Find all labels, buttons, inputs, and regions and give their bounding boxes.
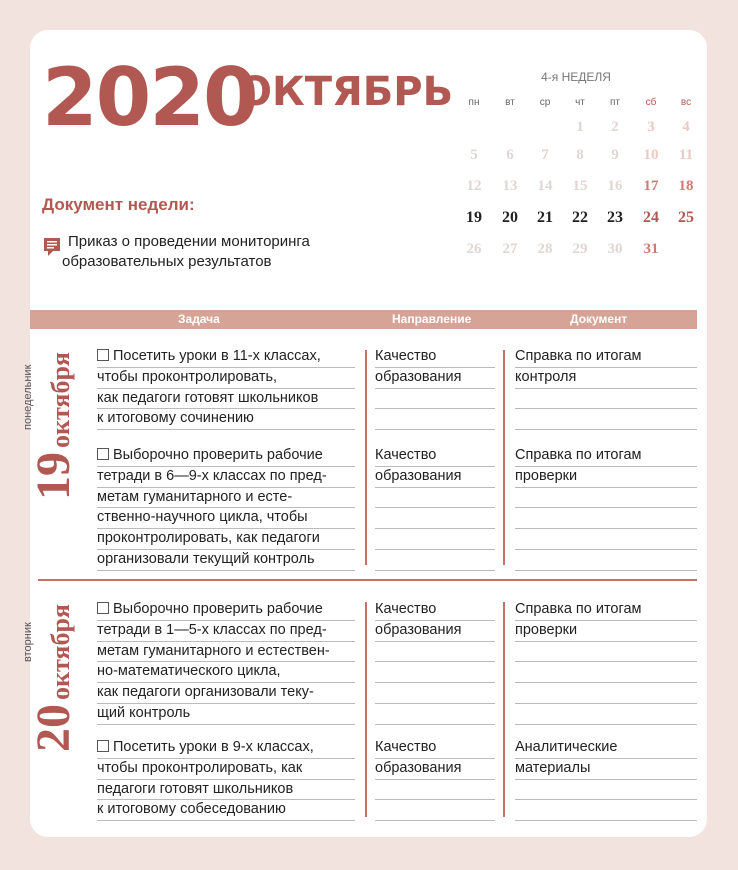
task-line: щий контроль [97,704,191,721]
task-line: к итоговому собеседованию [97,801,286,818]
calendar-day[interactable]: 2 [611,119,619,135]
direction-line: образования [375,759,495,780]
calendar-weekday-header: вт [505,97,515,108]
column-header-direction: Направление [392,312,472,326]
calendar-day[interactable]: 1 [576,119,584,135]
task-line: чтобы проконтролировать, как [97,759,303,776]
calendar-weekday-header: сб [645,97,657,108]
task-line: проконтролировать, как педагоги [97,530,320,547]
day-label-monday [20,340,80,590]
column-divider [365,350,367,565]
doc-of-week-text [64,232,364,272]
calendar-day[interactable]: 25 [678,209,694,226]
calendar-weekday-header: ср [539,97,551,108]
day-month: октября [46,603,75,700]
column-divider [503,350,505,565]
calendar-day[interactable]: 17 [643,178,659,194]
column-divider [503,602,505,817]
week-label: 4-я НЕДЕЛЯ [541,70,611,84]
task-line: организовали текущий контроль [97,550,315,567]
task-line: но-математического цикла, [97,663,281,680]
task-line: к итоговому сочинению [97,410,254,427]
calendar-day[interactable]: 30 [607,241,623,257]
direction-line: Качество [375,738,495,759]
calendar-day[interactable]: 5 [470,147,478,163]
task-checkbox[interactable] [97,602,109,614]
task-line: педагоги готовят школьников [97,780,294,797]
column-divider [365,602,367,817]
direction-line: образования [375,368,495,389]
document-cell [515,446,697,571]
direction-cell [375,446,495,571]
task-line: как педагоги организовали теку- [97,684,314,701]
calendar-day[interactable]: 19 [466,209,482,226]
month-title: ОКТЯБРЬ [238,69,454,115]
calendar-day[interactable]: 12 [466,178,482,194]
task-item [97,446,355,571]
calendar-day[interactable]: 14 [537,178,553,194]
calendar-day[interactable]: 7 [541,147,549,163]
task-line: тетради в 1—5-х классах по пред- [97,621,327,638]
day-number: 19 [27,452,80,500]
task-line: чтобы проконтролировать, [97,368,278,385]
table-header [30,310,697,329]
calendar-day[interactable]: 26 [466,241,482,257]
calendar-weekday-header: чт [575,97,585,108]
document-cell [515,738,697,821]
direction-cell [375,600,495,725]
task-item [97,738,355,821]
calendar-weekday-header: пт [610,97,620,108]
document-line: Справка по итогам [515,446,697,467]
calendar-day[interactable]: 24 [643,209,659,226]
calendar-day[interactable]: 10 [643,147,659,163]
direction-line: Качество [375,600,495,621]
task-line: как педагоги готовят школьников [97,389,319,406]
document-line: контроля [515,368,697,389]
task-line: Посетить уроки в 11-х классах, [113,348,321,364]
calendar-day[interactable]: 22 [572,209,588,226]
document-line: Справка по итогам [515,600,697,621]
calendar-day[interactable]: 20 [502,209,518,226]
weekday-label: вторник [22,622,34,662]
direction-line: Качество [375,347,495,368]
document-icon [43,237,61,257]
task-line: тетради в 6—9-х классах по пред- [97,467,327,484]
calendar-day[interactable]: 6 [506,147,514,163]
task-line: Выборочно проверить рабочие [113,447,323,463]
calendar-day[interactable]: 27 [502,241,518,257]
day-label-tuesday [20,592,80,842]
direction-line: образования [375,621,495,642]
day-number: 20 [27,704,80,752]
doc-of-week-line: Приказ о проведении мониторинга [68,233,310,250]
year-title: 2020 [42,51,257,144]
document-line: проверки [515,621,697,642]
direction-cell [375,347,495,430]
calendar-day[interactable]: 28 [537,241,553,257]
document-cell [515,347,697,430]
task-line: ственно-научного цикла, чтобы [97,509,308,526]
calendar-day[interactable]: 15 [572,178,588,194]
calendar-day[interactable]: 23 [607,209,623,226]
document-cell [515,600,697,725]
task-line: метам гуманитарного и естествен- [97,642,330,659]
calendar-day[interactable]: 4 [682,119,690,135]
column-header-document: Документ [570,312,628,326]
task-line: метам гуманитарного и есте- [97,488,293,505]
day-month: октября [46,351,75,448]
direction-line: образования [375,467,495,488]
calendar-day[interactable]: 11 [678,147,694,163]
weekday-label: понедельник [22,364,34,430]
calendar-day[interactable]: 21 [537,209,553,226]
calendar-day[interactable]: 16 [607,178,623,194]
task-item [97,600,355,725]
direction-cell [375,738,495,821]
document-line: Справка по итогам [515,347,697,368]
document-line: материалы [515,759,697,780]
day-separator [38,579,697,581]
calendar-day[interactable]: 18 [678,178,694,194]
direction-line: Качество [375,446,495,467]
calendar-day[interactable]: 8 [576,147,584,163]
task-item [97,347,355,430]
calendar-day[interactable]: 3 [647,119,655,135]
task-line: Посетить уроки в 9-х классах, [113,739,314,755]
document-line: Аналитические [515,738,697,759]
document-line: проверки [515,467,697,488]
column-header-task: Задача [178,312,220,326]
calendar-day[interactable]: 31 [643,241,659,257]
calendar-day[interactable]: 9 [611,147,619,163]
task-line: Выборочно проверить рабочие [113,601,323,617]
doc-of-week-label: Документ недели: [42,195,195,214]
task-checkbox[interactable] [97,349,109,361]
calendar-weekday-header: пн [468,97,480,108]
calendar-day[interactable]: 13 [502,178,518,194]
task-checkbox[interactable] [97,448,109,460]
doc-of-week-line: образовательных результатов [62,253,272,270]
calendar-weekday-header: вс [680,97,692,108]
calendar-day[interactable]: 29 [572,241,588,257]
task-checkbox[interactable] [97,740,109,752]
